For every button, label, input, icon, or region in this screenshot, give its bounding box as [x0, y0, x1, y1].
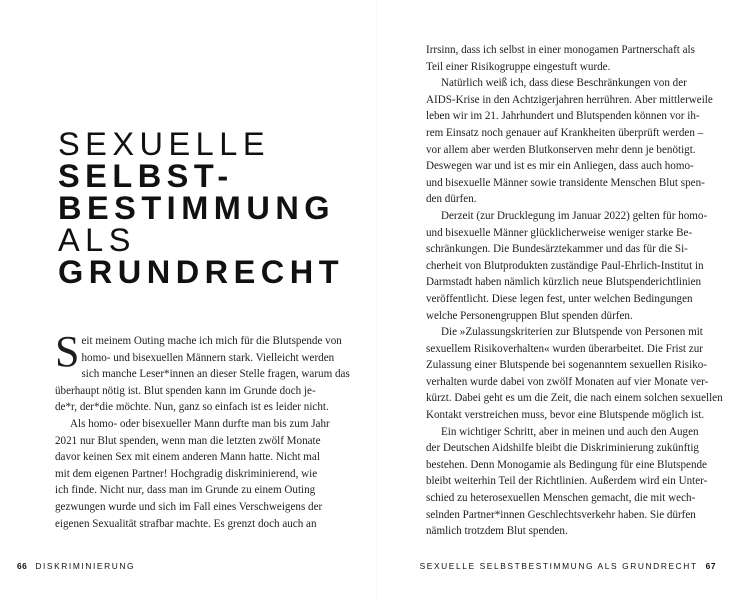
text-line: Darmstadt haben nämlich kürzlich neue Blutspenderichtlinien — [426, 276, 702, 289]
text-line: schränkungen. Die Bundesärztekammer und das für die Si- — [426, 243, 688, 256]
text-line: Teil einer Risikogruppe eingestuft wurde. — [426, 60, 611, 73]
text-line: ich finde. Nicht nur, dass man im Grunde zu einem Outing — [55, 484, 316, 497]
text-line: überhaupt nötig ist. Blut spenden kann im Grunde doch je- — [55, 384, 316, 397]
text-line: der Deutschen Aidshilfe bleibt die Diskriminierung zukünftig — [426, 442, 699, 455]
text-line: welche Personengruppen Blut spenden dürfen. — [426, 309, 633, 322]
text-line: vor allem aber werden Blutkonserven mehr denn je benötigt. — [426, 143, 696, 156]
text-line: Zulassung einer Blutspende bei sogenanntem sexuellen Risiko- — [426, 359, 707, 372]
page-gutter — [376, 0, 377, 600]
text-line: de*r, der*die möchte. Nun, ganz so einfach ist es leider nicht. — [55, 401, 329, 414]
text-line: mit dem eigenen Partner! Hochgradig diskriminierend, wie — [55, 467, 318, 480]
text-line: cherheit von Blutprodukten zuständige Paul-Ehrlich-Institut in — [426, 259, 704, 272]
left-page-footer — [17, 561, 135, 571]
text-line: sexuellem Risikoverhalten« wurden überarbeitet. Die Frist zur — [426, 342, 703, 355]
text-line: leben wir im 21. Jahrhundert und Blutspenden können vor ih- — [426, 110, 700, 123]
text-line: Irrsinn, dass ich selbst in einer monogamen Partnerschaft als — [426, 44, 695, 56]
text-line: Natürlich weiß ich, dass diese Beschränkungen von der — [441, 77, 687, 90]
text-line: homo- und bisexuellen Männern stark. Vielleicht werden — [81, 351, 335, 364]
text-line: und bisexuelle Männer glücklicherweise weniger starke Be- — [426, 226, 693, 239]
headline-line-5: GRUNDRECHT — [58, 254, 345, 290]
text-line: verhalten wurde dabei von zwölf Monaten auf vier Monate ver- — [426, 375, 709, 388]
text-line: den dürfen. — [426, 193, 477, 206]
text-line: und bisexuelle Männer sowie transidente Menschen Blut spen- — [426, 176, 705, 189]
headline-line-4: ALS — [58, 222, 136, 258]
left-body-text — [55, 327, 350, 532]
text-line: bestehen. Denn Monogamie als Bedingung für eine Blutspende — [426, 458, 707, 471]
right-page-number: 67 — [705, 561, 716, 571]
text-line: bleibt weiterhin Teil der Richtlinien. Außerdem wird ein Unter- — [426, 475, 708, 488]
headline-line-1: SEXUELLE — [58, 126, 271, 162]
text-line: selnden Partner*innen Geschlechtsverkehr haben. Sie dürfen — [426, 508, 696, 521]
text-line: Kontakt verstreichen muss, bevor eine Blutspende möglich ist. — [426, 409, 705, 422]
text-line: veröffentlicht. Diese legen fest, unter welchen Bedingungen — [426, 292, 693, 305]
left-page-number: 66 — [17, 561, 28, 571]
text-line: eit meinem Outing mache ich mich für die Blutspende von — [81, 335, 342, 347]
text-line: schied zu heterosexuellen Menschen gemacht, die mit wech- — [426, 492, 696, 505]
text-line: AIDS-Krise in den Achtzigerjahren herrühren. Aber mittlerweile — [426, 93, 713, 106]
dropcap: S — [55, 327, 80, 376]
text-line: Als homo- oder bisexueller Mann durfte man bis zum Jahr — [70, 417, 330, 430]
text-line: Deswegen war und ist es mir ein Anliegen, dass auch homo- — [426, 160, 694, 173]
text-line: Derzeit (zur Drucklegung im Januar 2022) gelten für homo- — [441, 209, 708, 222]
text-line: Ein wichtiger Schritt, aber in meinen und auch den Augen — [441, 425, 699, 438]
text-line: rem Einsatz noch genauer auf Krankheiten überprüft werden – — [426, 126, 704, 139]
headline-line-3: BESTIMMUNG — [58, 190, 336, 226]
text-line: nämlich trotzdem Blut spenden. — [426, 525, 568, 538]
chapter-headline — [58, 128, 358, 288]
right-running-head: SEXUELLE SELBSTBESTIMMUNG ALS GRUNDRECHT — [419, 561, 698, 571]
text-line: eigenen Sexualität strafbar machte. Es grenzt doch auch an — [55, 517, 317, 530]
right-page-footer — [420, 561, 716, 571]
left-running-head: DISKRIMINIERUNG — [35, 561, 136, 571]
text-line: davor keinen Sex mit einem anderen Mann hatte. Nicht mal — [55, 451, 320, 464]
text-line: Die »Zulassungskriterien zur Blutspende von Personen mit — [441, 326, 703, 339]
text-line: sich manche Leser*innen an dieser Stelle fragen, warum das — [81, 368, 350, 381]
text-line: kürzt. Dabei geht es um die Zeit, die nach einem solchen sexuellen — [426, 392, 723, 405]
headline-line-2: SELBST- — [58, 158, 234, 194]
right-body-text — [426, 42, 723, 540]
text-line: gezwungen wurde und sich im Fall eines Verschweigens der — [55, 500, 323, 513]
text-line: 2021 nur Blut spenden, wenn man die letzten zwölf Monate — [55, 434, 321, 447]
